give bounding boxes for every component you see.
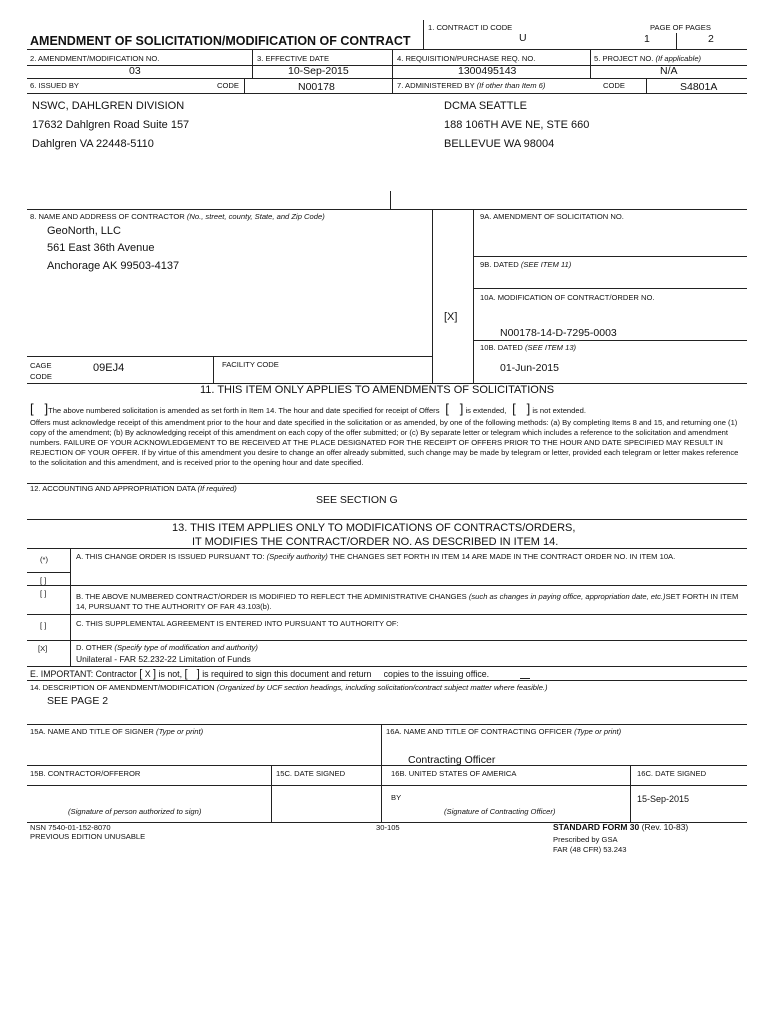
item-10a-checkbox: [X] — [444, 311, 458, 323]
item-14-value: SEE PAGE 2 — [47, 695, 109, 707]
issuer-line-2: 17632 Dahlgren Road Suite 157 — [32, 119, 190, 131]
sig-by-label: BY — [391, 793, 402, 802]
item-13c-text: C. THIS SUPPLEMENTAL AGREEMENT IS ENTERED INTO PURSUANT TO AUTHORITY OF: — [76, 619, 399, 628]
requisition-value: 1300495143 — [458, 65, 517, 77]
item-12-label: 12. ACCOUNTING AND APPROPRIATION DATA (If required) — [30, 484, 237, 493]
issued-by-label: 6. ISSUED BY — [30, 81, 79, 90]
sig-16b-label: 16B. UNITED STATES OF AMERICA — [391, 769, 517, 778]
item-13d-mark: [X] — [38, 644, 48, 653]
sig-15a-label: 15A. NAME AND TITLE OF SIGNER (Type or print) — [30, 727, 204, 736]
issuer-line-3: Dahlgren VA 22448-5110 — [32, 138, 154, 150]
item-14-label: 14. DESCRIPTION OF AMENDMENT/MODIFICATION (Organized by UCF section headings, including solicitation/contract subject matter where feasible.) — [30, 683, 548, 692]
cage-label: CAGE — [30, 361, 52, 370]
issuer-line-1: NSWC, DAHLGREN DIVISION — [32, 100, 185, 112]
sig-16-caption: (Signature of Contracting Officer) — [444, 807, 556, 816]
item-e-line: E. IMPORTANT: Contractor [ X ] is not, [ ] is required to sign this document and return copies to the issuing office. — [30, 668, 490, 680]
sig-16c-label: 16C. DATE SIGNED — [637, 769, 707, 778]
contract-id-label: 1. CONTRACT ID CODE — [428, 23, 513, 32]
admin-code-label: CODE — [603, 81, 625, 90]
item-11-title: 11. THIS ITEM ONLY APPLIES TO AMENDMENTS OF SOLICITATIONS — [200, 384, 555, 396]
contractor-line-3: Anchorage AK 99503-4137 — [47, 260, 180, 272]
item-12-value: SEE SECTION G — [316, 494, 398, 506]
pages-value: 2 — [708, 33, 714, 45]
admin-code-value: S4801A — [680, 81, 718, 93]
item-10b-value: 01-Jun-2015 — [500, 362, 559, 374]
item-11-body: Offers must acknowledge receipt of this amendment prior to the hour and date specified in the solicitation or as amended, by one of the following methods: (a) By completing Items 8 and 15, and returning one (1) copy of the amendment; (b) By acknowledging receipt of this amendment on each copy of the offer submitted; or (c) By separate letter or telegram which includes a reference to the solicitation and amendment numbers. FAILURE OF YOUR ACKNOWLEDGEMENT TO BE RECEIVED AT THE PLACE DESIGNATED FOR THE RECEIPT OF OFFERS PRIOR TO THE HOUR AND DATE SPECIFIED MAY RESULT IN REJECTION OF YOUR OFFER. If by virtue of this amendment you desire to change an offer already submitted, such change may be made by telegram or letter, provided each telegram or letter makes reference to the solicitation and this amendment, and is received prior to the opening hour and date specified. — [30, 418, 739, 467]
item-10a-value: N00178-14-D-7295-0003 — [500, 327, 617, 339]
item-10a-label: 10A. MODIFICATION OF CONTRACT/ORDER NO. — [480, 293, 655, 302]
item-13b-mark-1: [ ] — [40, 576, 47, 585]
item-11-line-1: [ ]The above numbered solicitation is amended as set forth in Item 14. The hour and date specified for receipt of Offers [ ] is extended, [ ] is not extended. — [30, 401, 586, 416]
project-no-value: N/A — [660, 65, 678, 77]
requisition-label: 4. REQUISITION/PURCHASE REQ. NO. — [397, 54, 536, 63]
sig-16c-value: 15-Sep-2015 — [637, 794, 690, 804]
sig-16a-value: Contracting Officer — [408, 754, 496, 766]
sig-15-caption: (Signature of person authorized to sign) — [68, 807, 202, 816]
footer-form-number: 30-105 — [376, 823, 400, 832]
item-9b-label: 9B. DATED (SEE ITEM 11) — [480, 260, 572, 269]
item-13a-text: A. THIS CHANGE ORDER IS ISSUED PURSUANT TO: (Specify authority) THE CHANGES SET FORTH IN ITEM 14 ARE MADE IN THE CONTRACT ORDER NO. IN ITEM 10A. — [76, 552, 676, 561]
admin-line-1: DCMA SEATTLE — [444, 100, 527, 112]
sig-15c-label: 15C. DATE SIGNED — [276, 769, 346, 778]
item-13-title-2: IT MODIFIES THE CONTRACT/ORDER NO. AS DESCRIBED IN ITEM 14. — [192, 536, 559, 548]
issued-code-label: CODE — [217, 81, 239, 90]
form-title: AMENDMENT OF SOLICITATION/MODIFICATION OF CONTRACT — [30, 34, 411, 48]
cage-value: 09EJ4 — [93, 362, 125, 374]
item-13b-mark-2: [ ] — [40, 589, 47, 598]
item-13c-mark: [ ] — [40, 621, 47, 630]
item-9a-label: 9A. AMENDMENT OF SOLICITATION NO. — [480, 212, 624, 221]
contractor-line-1: GeoNorth, LLC — [47, 225, 121, 237]
admin-line-2: 188 106TH AVE NE, STE 660 — [444, 119, 590, 131]
sig-15b-label: 15B. CONTRACTOR/OFFEROR — [30, 769, 141, 778]
facility-code-label: FACILITY CODE — [222, 360, 279, 369]
item-13a-mark: (*) — [40, 555, 49, 564]
footer-prev-edition: PREVIOUS EDITION UNUSABLE — [30, 832, 146, 841]
contractor-line-2: 561 East 36th Avenue — [47, 242, 155, 254]
project-no-label: 5. PROJECT NO. (If applicable) — [594, 54, 702, 63]
effective-date-label: 3. EFFECTIVE DATE — [257, 54, 330, 63]
footer-far: FAR (48 CFR) 53.243 — [553, 845, 627, 854]
cage-label-2: CODE — [30, 372, 52, 381]
page-value: 1 — [644, 33, 650, 45]
footer-prescribed: Prescribed by GSA — [553, 835, 618, 844]
item-13b-text: B. THE ABOVE NUMBERED CONTRACT/ORDER IS MODIFIED TO REFLECT THE ADMINISTRATIVE CHANGES (such as changes in paying office, appropriation date, etc.)SET FORTH IN ITEM 14, PURSUANT TO THE AUTHORITY OF FAR 43.103(b). — [76, 592, 739, 611]
amendment-no-label: 2. AMENDMENT/MODIFICATION NO. — [30, 54, 160, 63]
issued-code-value: N00178 — [298, 81, 335, 93]
contract-id-value: U — [519, 32, 527, 44]
admin-line-3: BELLEVUE WA 98004 — [444, 138, 555, 150]
footer-standard-form: STANDARD FORM 30 (Rev. 10-83) — [553, 822, 689, 832]
page-of-pages-label: PAGE OF PAGES — [650, 23, 711, 32]
sig-16a-label: 16A. NAME AND TITLE OF CONTRACTING OFFICER (Type or print) — [386, 727, 622, 736]
contractor-label: 8. NAME AND ADDRESS OF CONTRACTOR (No., street, county, State, and Zip Code) — [30, 212, 325, 221]
amendment-no-value: 03 — [129, 65, 141, 77]
effective-date-value: 10-Sep-2015 — [288, 65, 349, 77]
administered-by-label: 7. ADMINISTERED BY (If other than Item 6) — [397, 81, 546, 90]
item-13d-value: Unilateral - FAR 52.232-22 Limitation of Funds — [76, 654, 251, 664]
item-13-title-1: 13. THIS ITEM APPLIES ONLY TO MODIFICATIONS OF CONTRACTS/ORDERS, — [172, 522, 576, 534]
item-10b-label: 10B. DATED (SEE ITEM 13) — [480, 343, 577, 352]
item-13d-text: D. OTHER (Specify type of modification and authority) — [76, 643, 258, 652]
footer-nsn: NSN 7540-01-152-8070 — [30, 823, 111, 832]
